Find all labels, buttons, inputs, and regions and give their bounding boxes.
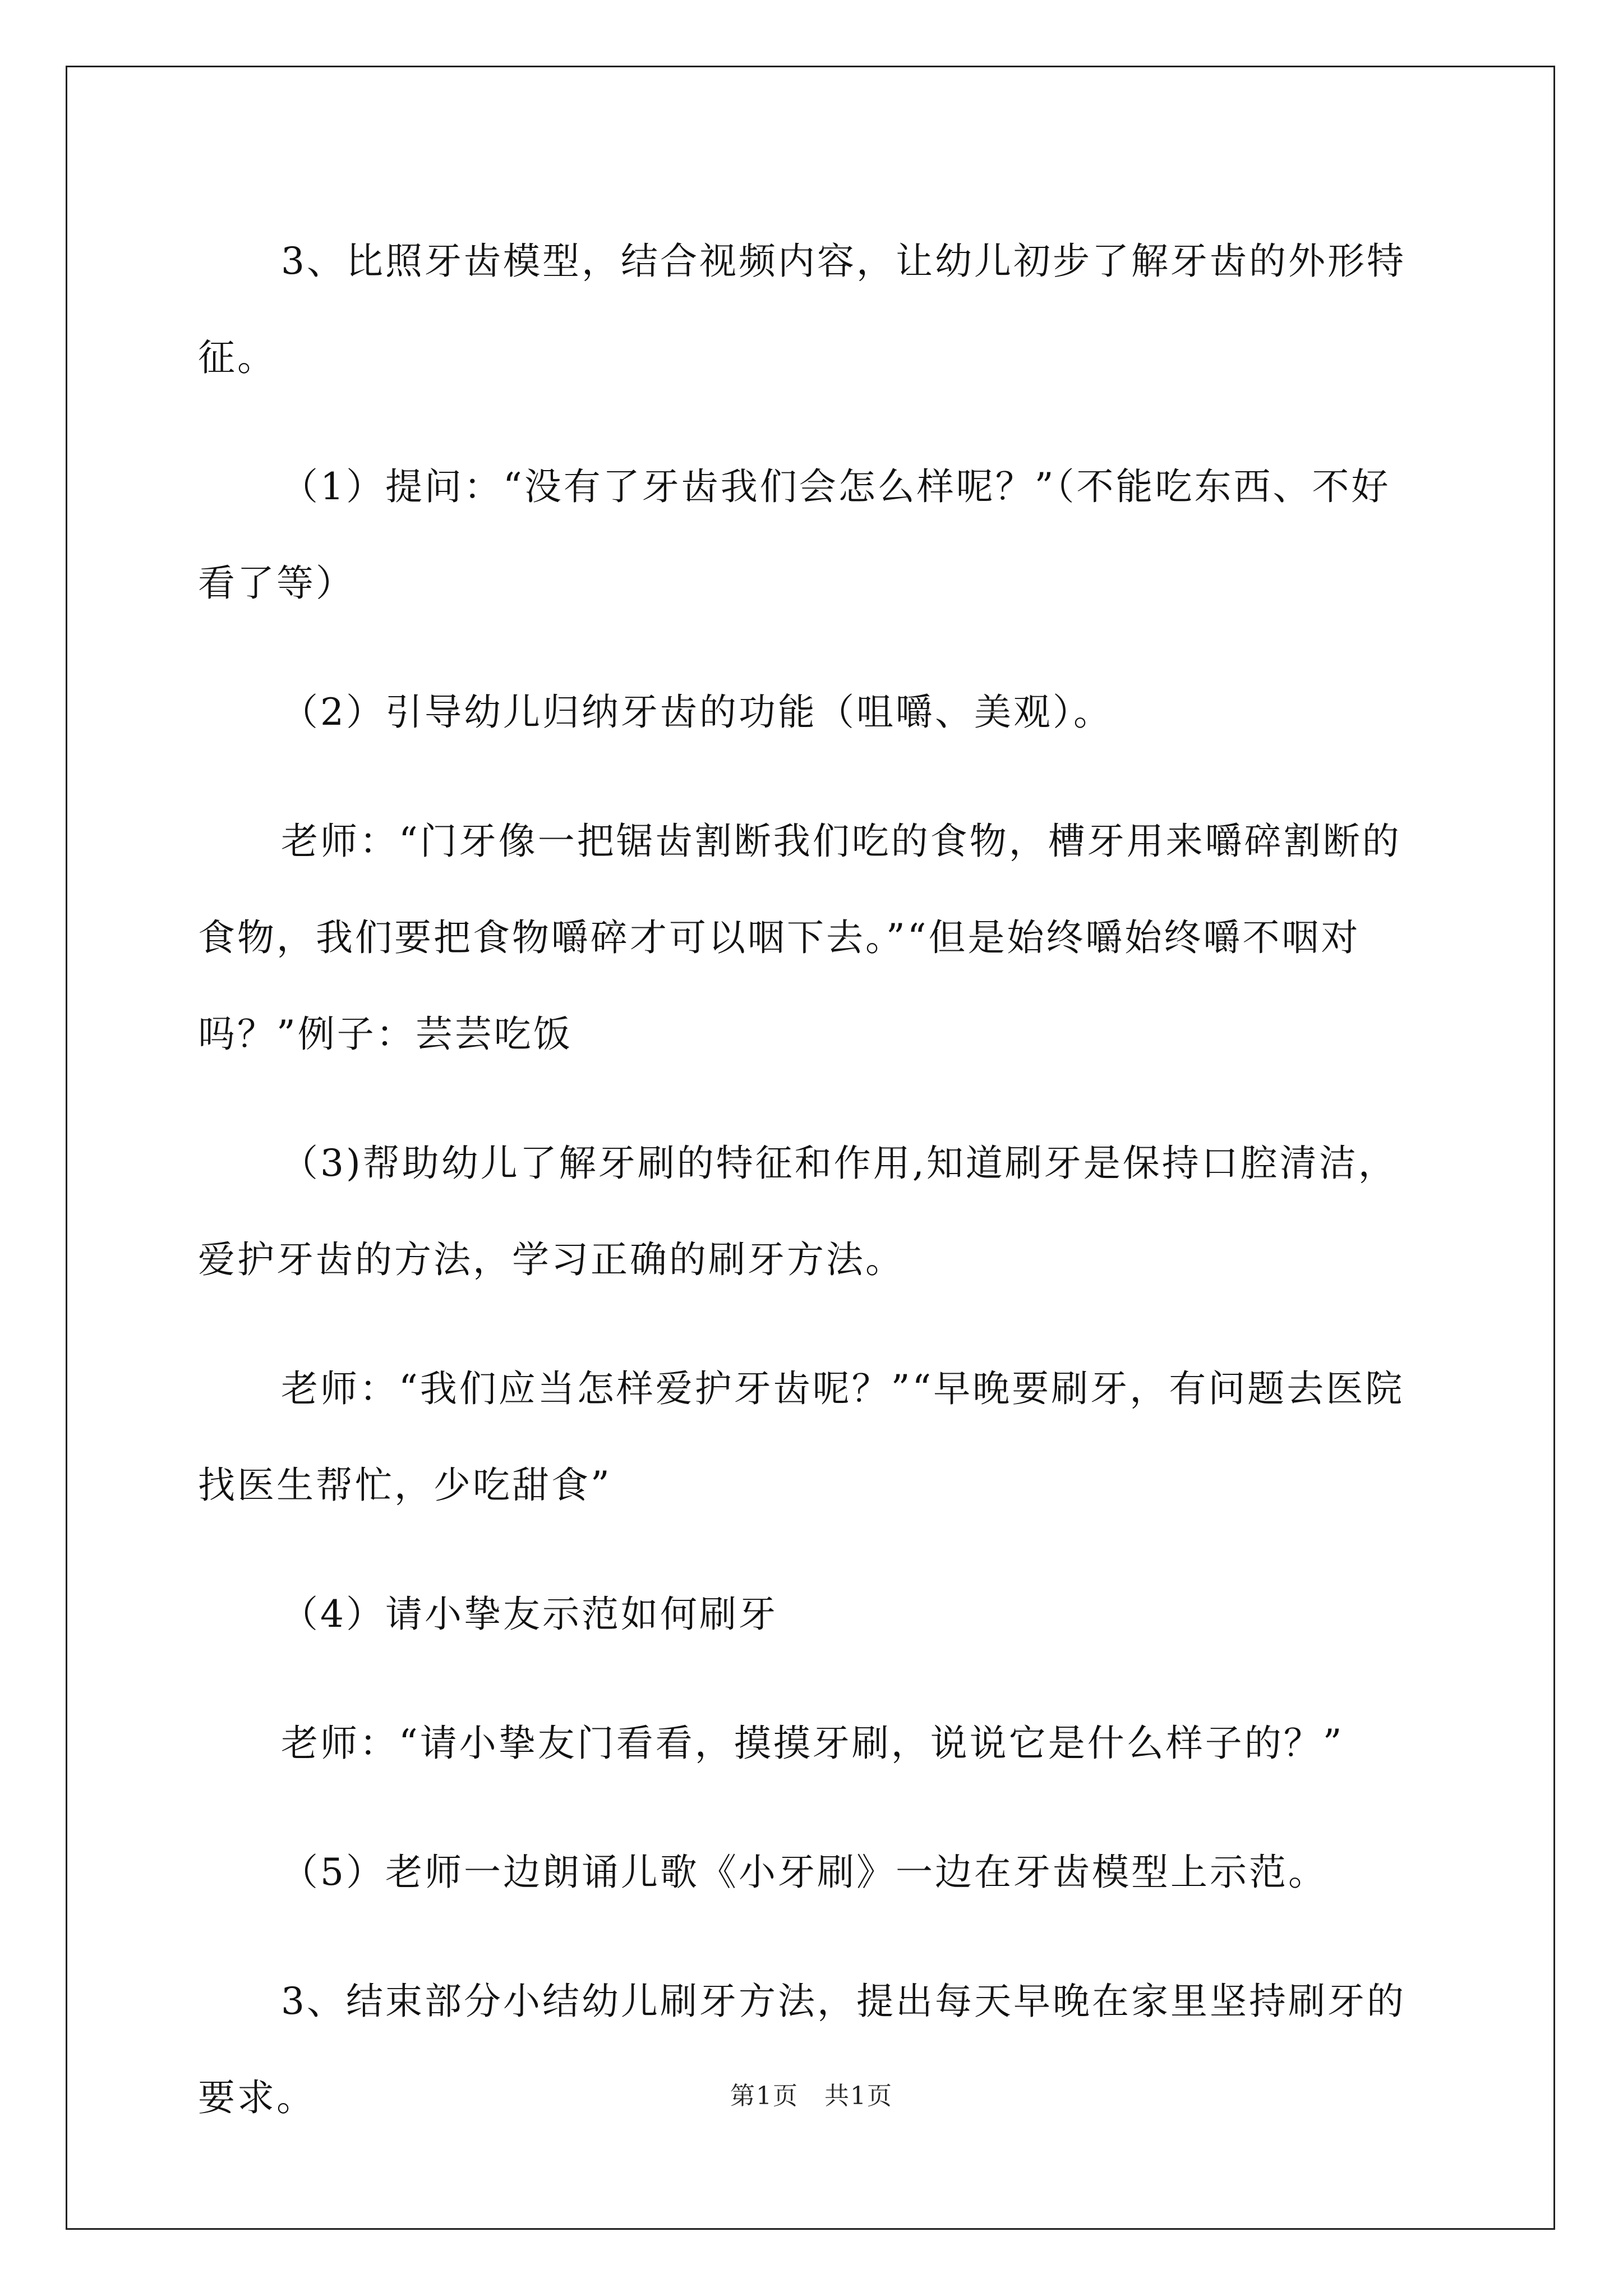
paragraph-2: （1）提问：“没有了牙齿我们会怎么样呢？”（不能吃东西、不好看了等） (198, 465, 1391, 605)
paragraph-9: （5）老师一边朗诵儿歌《小牙刷》一边在牙齿模型上示范。 (281, 1851, 1327, 1894)
paragraph-4: 老师：“门牙像一把锯齿割断我们吃的食物，槽牙用来嚼碎割断的食物，我们要把食物嚼碎才可以咽下去。”“但是始终嚼始终嚼不咽对吗？”例子：芸芸吃饭 (198, 820, 1401, 1056)
paragraph-6: 老师：“我们应当怎样爱护牙齿呢？”“早晚要刷牙，有问题去医院找医生帮忙，少吃甜食” (198, 1367, 1405, 1507)
document-body (198, 213, 1429, 2179)
paragraph-8: 老师：“请小挚友门看看，摸摸牙刷，说说它是什么样子的？” (281, 1722, 1344, 1765)
paragraph-1: 3、比照牙齿模型，结合视频内容，让幼儿初步了解牙齿的外形特征。 (198, 240, 1406, 379)
paragraph-10: 3、结束部分小结幼儿刷牙方法，提出每天早晚在家里坚持刷牙的要求。 (198, 1980, 1406, 2119)
paragraph-5: （3)帮助幼儿了解牙刷的特征和作用,知道刷牙是保持口腔清洁，爱护牙齿的方法，学习正确的刷牙方法。 (198, 1142, 1398, 1281)
paragraph-7: （4）请小挚友示范如何刷牙 (281, 1593, 778, 1636)
paragraph-3: （2）引导幼儿归纳牙齿的功能（咀嚼、美观）。 (281, 691, 1113, 734)
page-footer: 第1页 共1页 (730, 2082, 893, 2110)
